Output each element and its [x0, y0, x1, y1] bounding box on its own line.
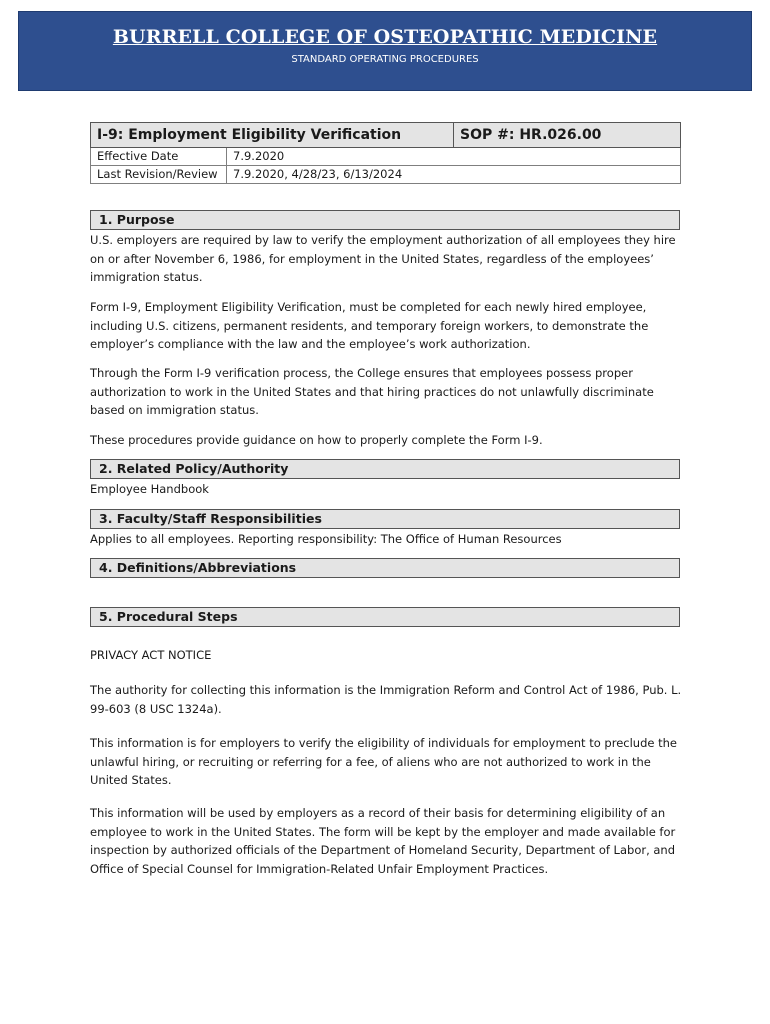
sop-number: SOP #: HR.026.00: [454, 123, 681, 148]
purpose-paragraph-1: U.S. employers are required by law to verify the employment authorization of all employees they hire on or after November 6, 1986, for employment in the United States, regardless of the employees’ immigration status.: [90, 233, 676, 284]
purpose-paragraph-4: These procedures provide guidance on how to properly complete the Form I-9.: [90, 433, 543, 447]
revision-row: [91, 166, 681, 184]
header-banner: [18, 11, 752, 91]
purpose-paragraph-3: Through the Form I-9 verification process, the College ensures that employees possess proper authorization to work in the United States and that hiring practices do not unlawfully discriminate based on immigration status.: [90, 366, 654, 417]
steps-paragraph-2: This information is for employers to verify the eligibility of individuals for employment to preclude the unlawful hiring, or recruiting or referring for a fee, of aliens who are not authorized to work in the United States.: [90, 736, 677, 787]
revision-label: Last Revision/Review: [91, 166, 227, 184]
privacy-act-notice-title: PRIVACY ACT NOTICE: [90, 648, 212, 662]
purpose-heading: 1. Purpose: [90, 210, 680, 230]
revision-value: 7.9.2020, 4/28/23, 6/13/2024: [227, 166, 681, 184]
procedural-steps-heading: 5. Procedural Steps: [90, 607, 680, 627]
sop-title: I-9: Employment Eligibility Verification: [91, 123, 454, 148]
responsibilities-text: Applies to all employees. Reporting responsibility: The Office of Human Resources: [90, 532, 562, 546]
responsibilities-heading: 3. Faculty/Staff Responsibilities: [90, 509, 680, 529]
policy-heading: 2. Related Policy/Authority: [90, 459, 680, 479]
policy-text: Employee Handbook: [90, 482, 209, 496]
purpose-paragraph-2: Form I-9, Employment Eligibility Verification, must be completed for each newly hired employee, including U.S. citizens, permanent residents, and temporary foreign workers, to demonstrate the employer’s compliance with the law and the employee’s work authorization.: [90, 300, 649, 351]
effective-date-row: [91, 148, 681, 166]
definitions-heading: 4. Definitions/Abbreviations: [90, 558, 680, 578]
steps-paragraph-3: This information will be used by employers as a record of their basis for determining eligibility of an employee to work in the United States. The form will be kept by the employer and made available for inspection by authorized officials of the Department of Homeland Security, Department of Labor, and Office of Special Counsel for Immigration-Related Unfair Employment Practices.: [90, 806, 676, 876]
steps-paragraph-1: The authority for collecting this information is the Immigration Reform and Control Act of 1986, Pub. L. 99-603 (8 USC 1324a).: [90, 683, 682, 716]
college-name: BURRELL COLLEGE OF OSTEOPATHIC MEDICINE: [112, 26, 658, 48]
effective-date-label: Effective Date: [91, 148, 227, 166]
document-type: STANDARD OPERATING PROCEDURES: [291, 54, 479, 65]
sop-info-table: [90, 122, 681, 184]
sop-header-row: [91, 123, 681, 148]
effective-date-value: 7.9.2020: [227, 148, 681, 166]
